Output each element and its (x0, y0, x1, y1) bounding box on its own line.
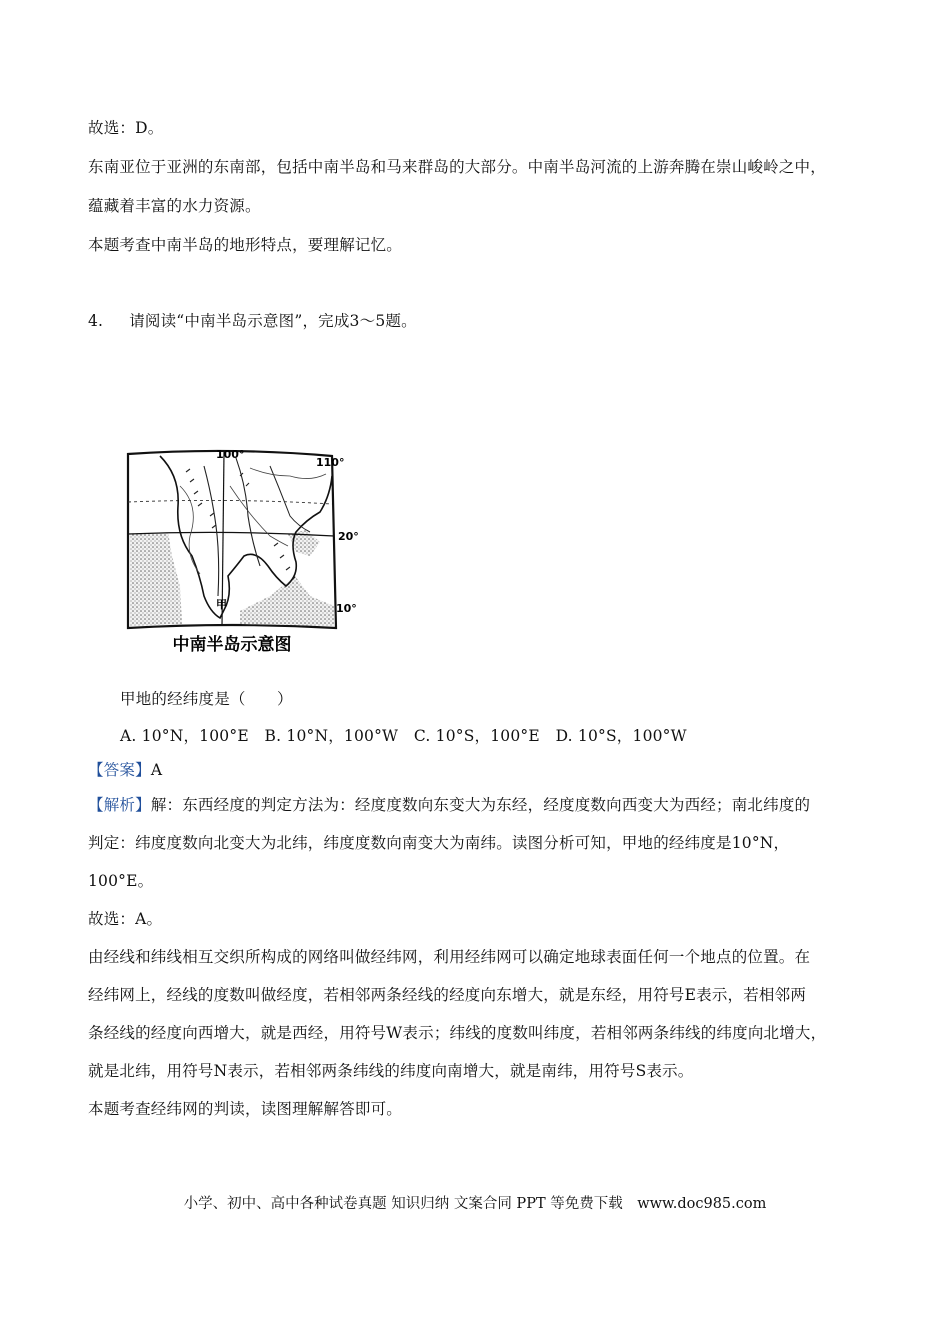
lon-label-110: 110° (316, 456, 345, 469)
answer-line (88, 760, 162, 780)
prev-answer: 故选：D。 (88, 119, 164, 137)
prev-note-line: 东南亚位于亚洲的东南部，包括中南半岛和马来群岛的大部分。中南半岛河流的上游奔腾在崇山峻岭之中， (88, 158, 826, 176)
question-intro (88, 311, 417, 331)
lon-label-100: 100° (216, 448, 245, 461)
lat-label-10: 10° (336, 602, 357, 615)
analysis-first-text: 解：东西经度的判定方法为：经度度数向东变大为东经，经度度数向西变大为西经；南北纬度的 (150, 796, 811, 814)
question-stem: 甲地的经纬度是（ ） (120, 690, 293, 708)
prev-note-line: 蕴藏着丰富的水力资源。 (88, 197, 261, 215)
analysis-line: 条经线的经度向西增大，就是西经，用符号W表示；纬线的度数叫纬度，若相邻两条纬线的纬度向北增大， (88, 1024, 827, 1042)
analysis-line: 由经线和纬线相互交织所构成的网络叫做经纬网，利用经纬网可以确定地球表面任何一个地点的位置。在 (88, 948, 811, 966)
question-options: A. 10°N，100°E B. 10°N，100°W C. 10°S，100°E D. 10°S，100°W (120, 727, 687, 745)
answer-tag: 【答案】 (88, 761, 151, 779)
analysis-line: 判定：纬度度数向北变大为北纬，纬度度数向南变大为南纬。读图分析可知，甲地的经纬度是10°N， (88, 834, 790, 852)
analysis-line: 本题考查经纬网的判读，读图理解解答即可。 (88, 1100, 403, 1118)
page-footer: 小学、初中、高中各种试卷真题 知识归纳 文案合同 PPT 等免费下载 www.doc985.com (183, 1196, 767, 1212)
question-number: 4. (88, 312, 104, 330)
indochina-map (120, 446, 360, 670)
question-intro-text: 请阅读“中南半岛示意图”，完成3～5题。 (129, 312, 417, 330)
place-label-jia: 甲 (216, 598, 227, 611)
analysis-tag: 【解析】 (88, 796, 151, 814)
map-caption: 中南半岛示意图 (172, 635, 292, 655)
lat-label-20: 20° (338, 530, 359, 543)
analysis-line: 就是北纬，用符号N表示，若相邻两条纬线的纬度向南增大，就是南纬，用符号S表示。 (88, 1062, 694, 1080)
answer-value: A (150, 761, 163, 779)
analysis-line: 100°E。 (88, 872, 154, 890)
analysis-line: 故选：A。 (88, 910, 163, 928)
analysis-line: 经纬网上，经线的度数叫做经度，若相邻两条经线的经度向东增大，就是东经，用符号E表示，若相邻两 (88, 986, 807, 1004)
analysis-line (88, 795, 810, 815)
indochina-map-figure (120, 446, 360, 670)
prev-note-line: 本题考查中南半岛的地形特点，要理解记忆。 (88, 236, 403, 254)
